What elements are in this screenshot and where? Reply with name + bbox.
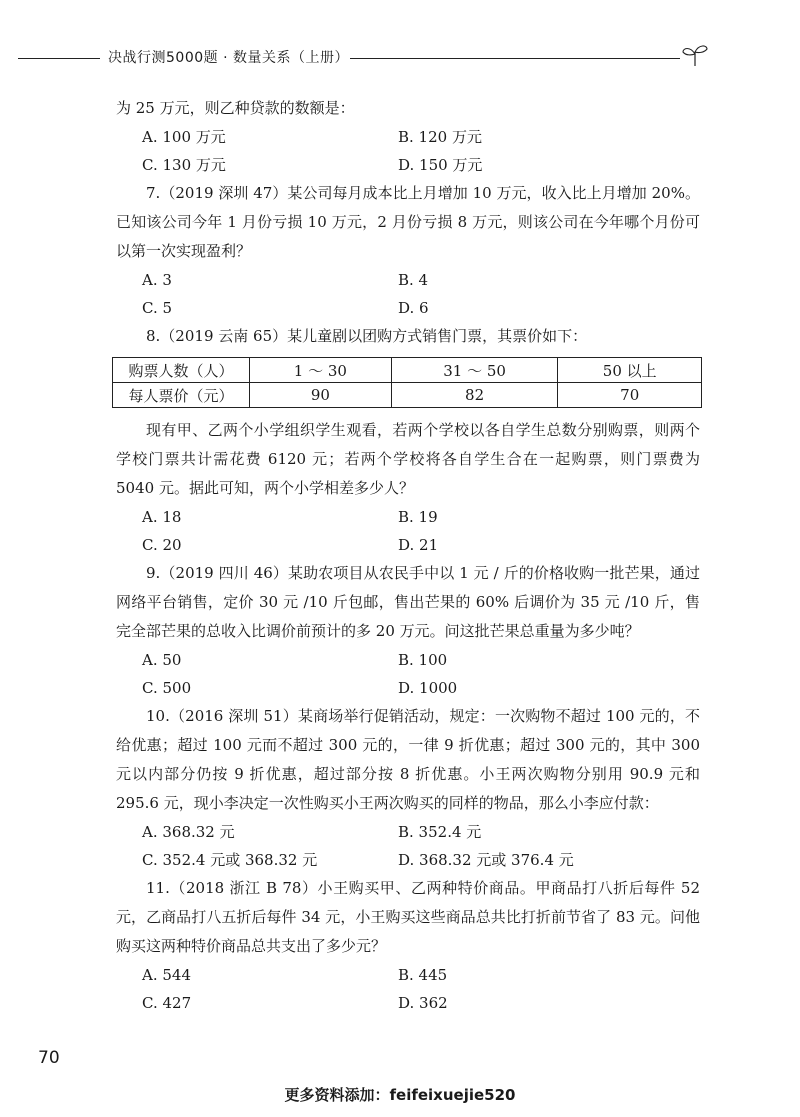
q9-option-c: C. 500 bbox=[142, 679, 192, 697]
page-number: 70 bbox=[38, 1048, 60, 1068]
q6-option-c: C. 130 万元 bbox=[142, 156, 226, 174]
q7-option-b: B. 4 bbox=[398, 271, 429, 289]
q9-text: 9.（2019 四川 46）某助农项目从农民手中以 1 元 / 斤的价格收购一批芒果，通过网络平台销售，定价 30 元 /10 斤包邮，售出芒果的 60% 后调价为 35 元 /10 斤，售完全部芒果的总收入比调价前预计的多 20 万元。问这批芒果总重量为多少吨？ bbox=[116, 564, 700, 640]
q8-text: 8.（2019 云南 65）某儿童剧以团购方式销售门票，其票价如下： bbox=[146, 327, 588, 345]
table-cell: 31 ～ 50 bbox=[391, 358, 558, 383]
table-row bbox=[113, 383, 702, 408]
q6-option-a: A. 100 万元 bbox=[142, 128, 226, 146]
footer-note: 更多资料添加：feifeixuejie520 bbox=[284, 1086, 516, 1104]
q11-option-c: C. 427 bbox=[142, 994, 192, 1012]
q6-option-b: B. 120 万元 bbox=[398, 128, 482, 146]
q11-text: 11.（2018 浙江 B 78）小王购买甲、乙两种特价商品。甲商品打八折后每件 52 元，乙商品打八五折后每件 34 元，小王购买这些商品总共比打折前节省了 83 元。问他购买这两种特价商品总共支出了多少元？ bbox=[116, 879, 700, 955]
q8-option-d: D. 21 bbox=[398, 536, 439, 554]
q7-options bbox=[142, 266, 700, 322]
q6-continuation: 为 25 万元，则乙种贷款的数额是： bbox=[116, 99, 355, 117]
q8-text-2: 现有甲、乙两个小学组织学生观看，若两个学校以各自学生总数分别购票，则两个学校门票共计需花费 6120 元；若两个学校将各自学生合在一起购票，则门票费为 5040 元。据此可知，两个小学相差多少人？ bbox=[116, 421, 700, 497]
table-cell: 90 bbox=[250, 383, 392, 408]
table-cell: 每人票价（元） bbox=[113, 383, 250, 408]
q9-option-b: B. 100 bbox=[398, 651, 448, 669]
q10-text: 10.（2016 深圳 51）某商场举行促销活动，规定：一次购物不超过 100 元的，不给优惠；超过 100 元而不超过 300 元的，一律 9 折优惠；超过 300 元的，其中 300 元以内部分仍按 9 折优惠，超过部分按 8 折优惠。小王两次购物分别用 90.9 元和 295.6 元，现小李决定一次性购买小王两次购买的同样的物品，那么小李应付款： bbox=[116, 707, 700, 812]
page-content bbox=[116, 94, 700, 1017]
table-cell: 1 ～ 30 bbox=[250, 358, 392, 383]
q10-options bbox=[142, 818, 700, 874]
table-cell: 50 以上 bbox=[558, 358, 702, 383]
q10-option-d: D. 368.32 元或 376.4 元 bbox=[398, 851, 574, 869]
table-cell: 82 bbox=[391, 383, 558, 408]
q8-option-c: C. 20 bbox=[142, 536, 182, 554]
sprout-icon bbox=[680, 40, 710, 70]
q9-options bbox=[142, 646, 700, 702]
q8-options bbox=[142, 503, 700, 559]
ticket-price-table bbox=[112, 357, 702, 408]
q8-option-b: B. 19 bbox=[398, 508, 438, 526]
q7-option-d: D. 6 bbox=[398, 299, 429, 317]
q11-option-d: D. 362 bbox=[398, 994, 448, 1012]
q10-option-b: B. 352.4 元 bbox=[398, 823, 482, 841]
q8-option-a: A. 18 bbox=[142, 508, 182, 526]
q6-option-d: D. 150 万元 bbox=[398, 156, 483, 174]
q11-option-b: B. 445 bbox=[398, 966, 448, 984]
table-row bbox=[113, 358, 702, 383]
header-title: 决战行测5000题 · 数量关系（上册） bbox=[108, 50, 349, 66]
table-cell: 购票人数（人） bbox=[113, 358, 250, 383]
q10-option-a: A. 368.32 元 bbox=[142, 823, 235, 841]
running-header bbox=[0, 44, 800, 74]
header-rule-right bbox=[350, 58, 680, 59]
q9-option-a: A. 50 bbox=[142, 651, 182, 669]
q11-option-a: A. 544 bbox=[142, 966, 191, 984]
header-rule-left bbox=[18, 58, 100, 59]
table-cell: 70 bbox=[558, 383, 702, 408]
q7-option-a: A. 3 bbox=[142, 271, 172, 289]
q11-options bbox=[142, 961, 700, 1017]
q7-text: 7.（2019 深圳 47）某公司每月成本比上月增加 10 万元，收入比上月增加 20%。已知该公司今年 1 月份亏损 10 万元，2 月份亏损 8 万元，则该公司在今年哪个月份可以第一次实现盈利？ bbox=[116, 184, 700, 260]
q7-option-c: C. 5 bbox=[142, 299, 173, 317]
q10-option-c: C. 352.4 元或 368.32 元 bbox=[142, 851, 318, 869]
q9-option-d: D. 1000 bbox=[398, 679, 458, 697]
q6-options bbox=[142, 123, 700, 179]
